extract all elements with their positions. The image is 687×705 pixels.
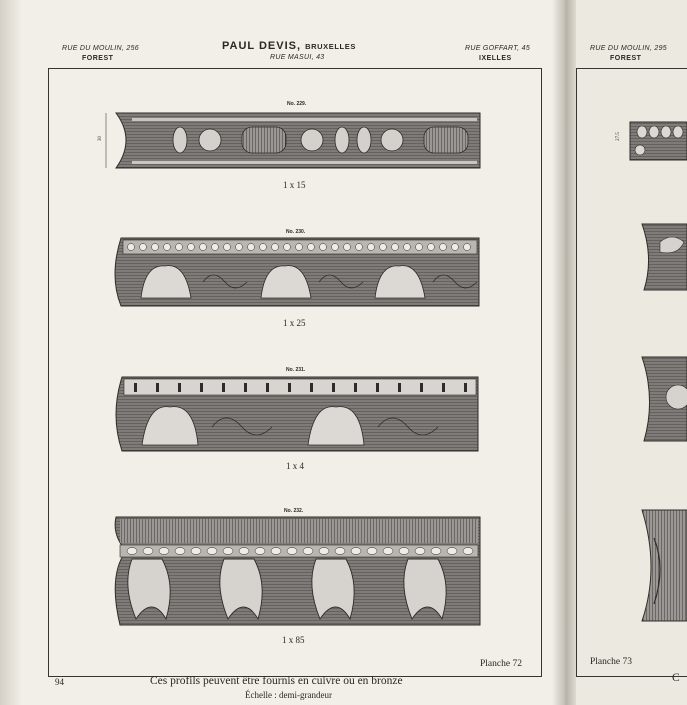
molding-229-engraving bbox=[102, 110, 482, 172]
molding-231-engraving bbox=[112, 375, 480, 453]
right-molding-3 bbox=[640, 355, 687, 443]
header-left-city: FOREST bbox=[82, 55, 114, 62]
page-folio: 94 bbox=[55, 677, 64, 687]
item-scale-232: 1 x 85 bbox=[282, 635, 305, 645]
dimension-label: 30 bbox=[98, 136, 103, 141]
item-number-230: No. 230. bbox=[286, 229, 306, 235]
brand-name: PAUL DEVIS, bbox=[222, 40, 302, 52]
item-scale-229: 1 x 15 bbox=[283, 180, 306, 190]
header-left-address: RUE DU MOULIN, 256 bbox=[62, 45, 139, 52]
right-molding-4 bbox=[640, 508, 687, 623]
brand-city: BRUXELLES bbox=[305, 42, 356, 51]
plate-number: Planche 72 bbox=[480, 659, 522, 669]
right-page-header-city: FOREST bbox=[610, 55, 642, 62]
header-brand bbox=[222, 40, 356, 52]
right-molding-1 bbox=[628, 120, 687, 162]
item-number-232: No. 232. bbox=[284, 508, 304, 514]
item-scale-231: 1 x 4 bbox=[286, 461, 304, 471]
right-molding-2 bbox=[640, 222, 687, 292]
book-gutter bbox=[552, 0, 578, 705]
right-caption-fragment: C bbox=[672, 672, 680, 684]
right-dimension-label: 27.5 bbox=[615, 132, 621, 141]
header-right-address: RUE GOFFART, 45 bbox=[465, 45, 531, 52]
item-number-231: No. 231. bbox=[286, 367, 306, 373]
item-number-229: No. 229. bbox=[287, 101, 307, 107]
scale-note: Échelle : demi-grandeur bbox=[245, 690, 332, 700]
right-page-header-address: RUE DU MOULIN, 295 bbox=[590, 45, 667, 52]
item-scale-230: 1 x 25 bbox=[283, 318, 306, 328]
right-plate-number: Planche 73 bbox=[590, 657, 632, 667]
molding-232-engraving bbox=[112, 515, 482, 627]
header-right-city: IXELLES bbox=[479, 55, 512, 62]
molding-230-engraving bbox=[113, 236, 481, 308]
footer-caption: Ces profils peuvent être fournis en cuivre ou en bronze bbox=[150, 675, 403, 687]
header-street: RUE MASUI, 43 bbox=[270, 54, 325, 61]
